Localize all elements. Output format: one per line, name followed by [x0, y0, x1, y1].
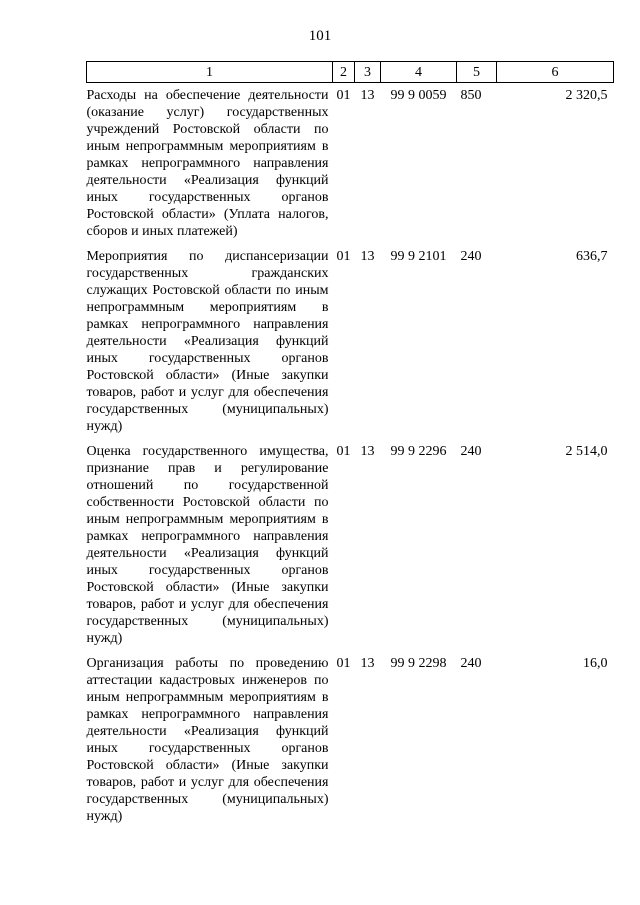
- row-target-code: 99 9 2298: [390, 656, 447, 671]
- row-subsection: 13: [360, 656, 375, 671]
- table-header-row: [87, 62, 614, 83]
- row-target-code: 99 9 2101: [390, 249, 447, 264]
- row-section: 01: [336, 444, 351, 459]
- row-section: 01: [336, 656, 351, 671]
- row-name: Мероприятия по диспансеризации государственных гражданских служащих Ростовской области по иным непрограммным мероприятиям в рамках непрограммного направления деятельности «Реализация функций иных государственных органов Ростовской области» (Иные закупки товаров, работ и услуг для обеспечения государственных (муниципальных) нужд): [86, 249, 329, 434]
- table-row: [87, 242, 614, 437]
- row-target-code: 99 9 2296: [390, 444, 447, 459]
- header-col-5: 5: [457, 62, 497, 83]
- row-section: 01: [336, 88, 351, 103]
- row-section: 01: [336, 249, 351, 264]
- table-row: [87, 649, 614, 827]
- header-col-3: 3: [355, 62, 381, 83]
- row-subsection: 13: [360, 249, 375, 264]
- row-subsection: 13: [360, 444, 375, 459]
- row-target-code: 99 9 0059: [390, 88, 447, 103]
- page-number: 101: [308, 28, 332, 44]
- row-expense-type: 850: [460, 88, 482, 103]
- budget-table: [86, 61, 614, 827]
- row-amount: 16,0: [583, 656, 608, 671]
- row-expense-type: 240: [460, 656, 482, 671]
- row-expense-type: 240: [460, 444, 482, 459]
- header-col-2: 2: [333, 62, 355, 83]
- row-expense-type: 240: [460, 249, 482, 264]
- row-amount: 2 514,0: [565, 444, 608, 459]
- row-name: Организация работы по проведению аттестации кадастровых инженеров по иным непрограммным мероприятиям в рамках непрограммного направления деятельности «Реализация функций иных государственных органов Ростовской области» (Иные закупки товаров, работ и услуг для обеспечения государственных (муниципальных) нужд): [86, 656, 329, 824]
- header-col-4: 4: [381, 62, 457, 83]
- table-row: [87, 83, 614, 243]
- row-subsection: 13: [360, 88, 375, 103]
- row-name: Оценка государственного имущества, признание прав и регулирование отношений по государственной собственности Ростовской области по иным непрограммным мероприятиям в рамках непрограммного направления деятельности «Реализация функций иных государственных органов Ростовской области» (Иные закупки товаров, работ и услуг для обеспечения государственных (муниципальных) нужд): [86, 444, 329, 646]
- header-col-1: 1: [87, 62, 333, 83]
- row-amount: 2 320,5: [565, 88, 608, 103]
- table-row: [87, 437, 614, 649]
- header-col-6: 6: [497, 62, 614, 83]
- row-amount: 636,7: [576, 249, 608, 264]
- row-name: Расходы на обеспечение деятельности (оказание услуг) государственных учреждений Ростовской области по иным непрограммным мероприятиям в рамках непрограммного направления деятельности «Реализация функций иных государственных органов Ростовской области» (Уплата налогов, сборов и иных платежей): [86, 88, 329, 239]
